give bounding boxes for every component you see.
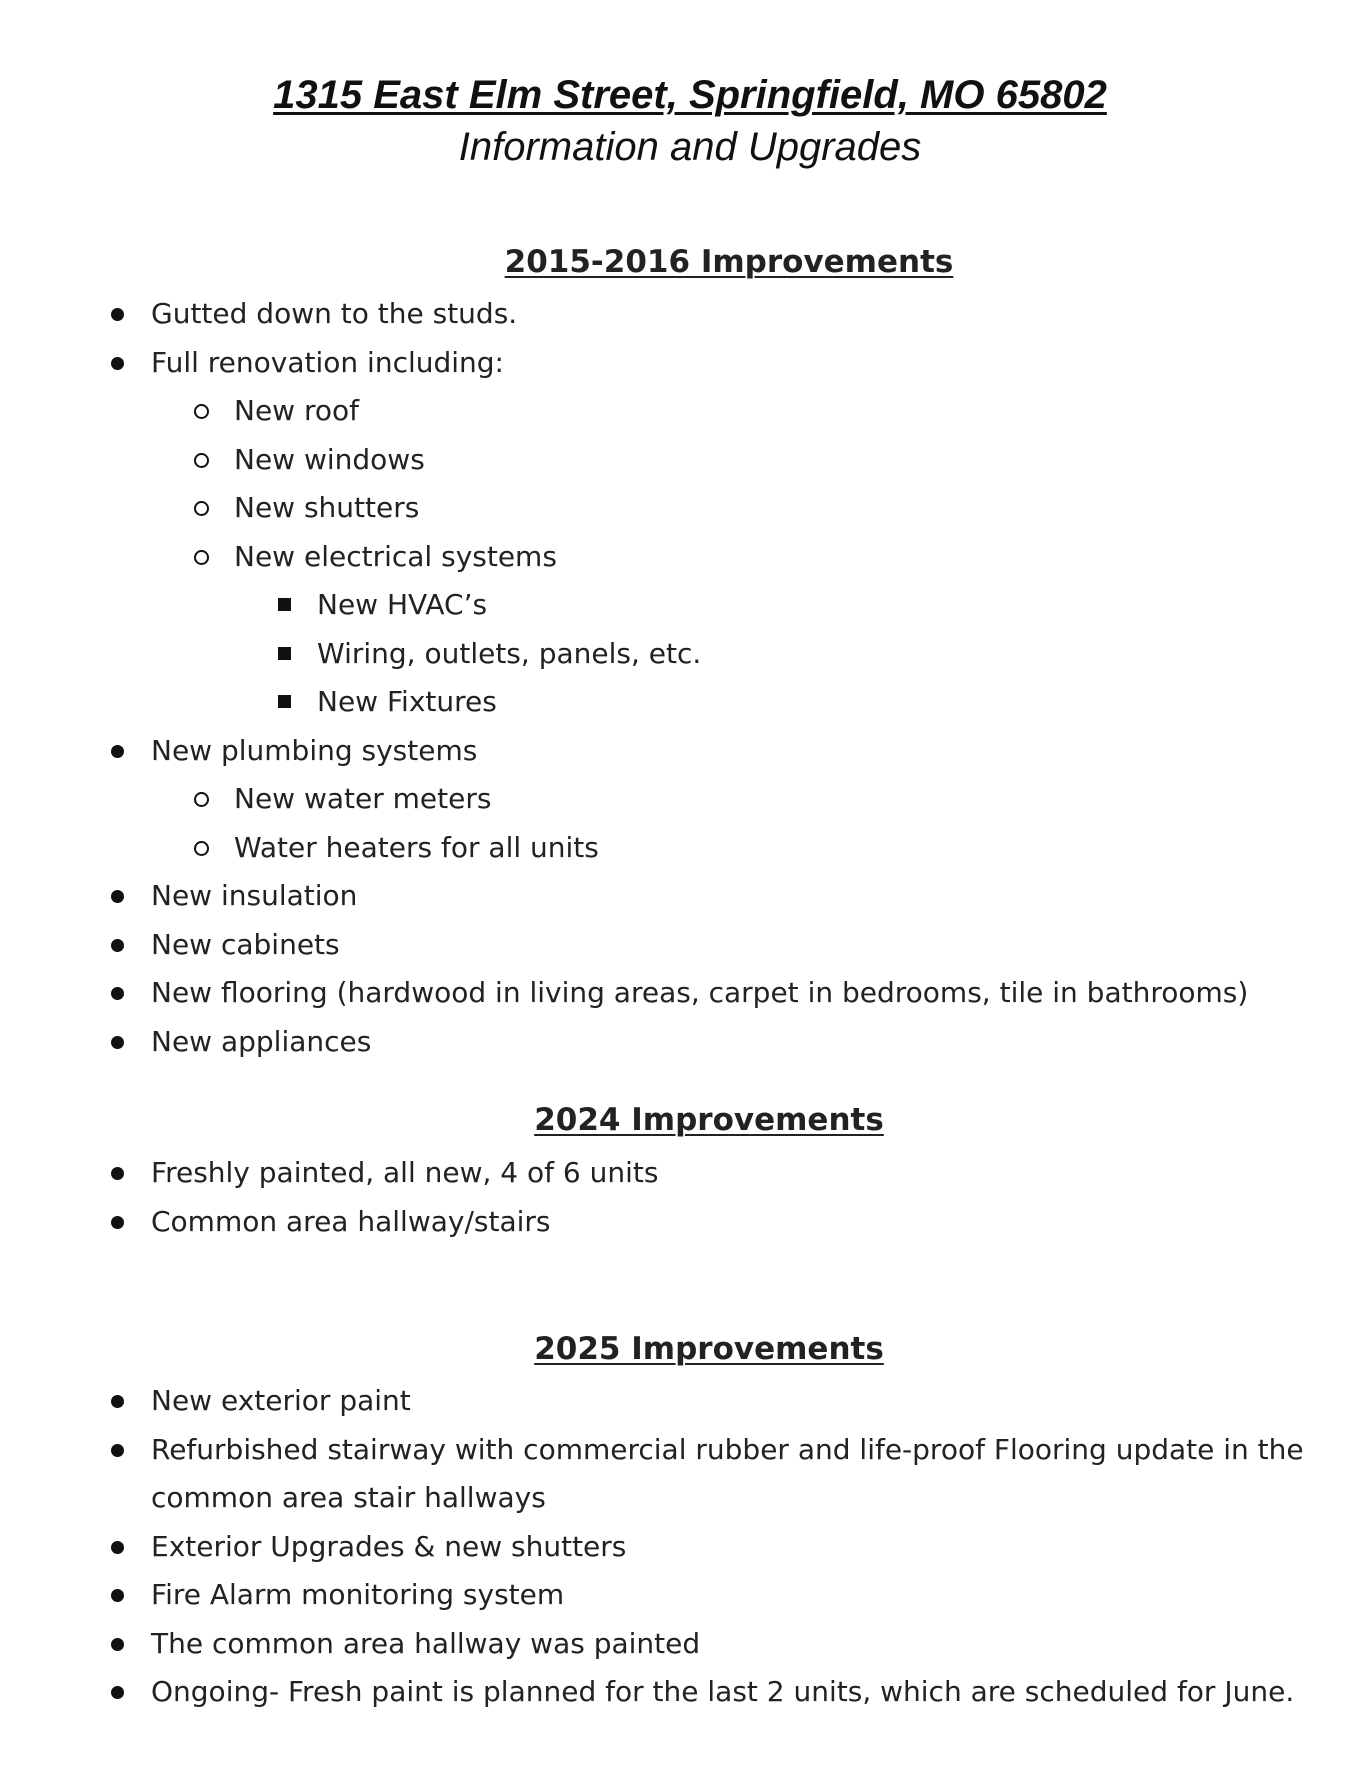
square-bullet-icon [278, 647, 291, 660]
section-heading-2024: 2024 Improvements [534, 1102, 884, 1138]
hollow-circle-bullet-icon [194, 501, 209, 516]
hollow-circle-bullet-icon [194, 841, 209, 856]
list-item: New exterior paint [0, 1377, 1355, 1426]
list-item: Ongoing- Fresh paint is planned for the last 2 units, which are scheduled for June. [0, 1668, 1355, 1717]
list-item: New windows [0, 436, 1355, 485]
document-title: 1315 East Elm Street, Springfield, MO 65802 [273, 73, 1107, 117]
list-item: Common area hallway/stairs [0, 1198, 1355, 1247]
hollow-circle-bullet-icon [194, 792, 209, 807]
list-item: The common area hallway was painted [0, 1620, 1355, 1669]
filled-circle-bullet-icon [111, 1167, 124, 1180]
improvements-list-2024 [0, 1149, 1355, 1246]
list-item: Gutted down to the studs. [0, 290, 1355, 339]
section-heading-2015-2016: 2015-2016 Improvements [504, 244, 954, 280]
list-item: Exterior Upgrades & new shutters [0, 1523, 1355, 1572]
list-item: New insulation [0, 872, 1355, 921]
filled-circle-bullet-icon [111, 1638, 124, 1651]
filled-circle-bullet-icon [111, 890, 124, 903]
list-item: New cabinets [0, 921, 1355, 970]
filled-circle-bullet-icon [111, 1036, 124, 1049]
filled-circle-bullet-icon [111, 1541, 124, 1554]
list-item: New Fixtures [0, 678, 1355, 727]
list-item: Full renovation including: [0, 339, 1355, 388]
filled-circle-bullet-icon [111, 939, 124, 952]
list-item: Fire Alarm monitoring system [0, 1571, 1355, 1620]
hollow-circle-bullet-icon [194, 550, 209, 565]
square-bullet-icon [278, 598, 291, 611]
filled-circle-bullet-icon [111, 308, 124, 321]
list-item: New shutters [0, 484, 1355, 533]
filled-circle-bullet-icon [111, 1686, 124, 1699]
hollow-circle-bullet-icon [194, 453, 209, 468]
hollow-circle-bullet-icon [194, 404, 209, 419]
list-item: New plumbing systems [0, 727, 1355, 776]
square-bullet-icon [278, 695, 291, 708]
list-item: Refurbished stairway with commercial rubber and life-proof Flooring update in the common area stair hallways [0, 1426, 1355, 1523]
list-item: New flooring (hardwood in living areas, carpet in bedrooms, tile in bathrooms) [0, 969, 1355, 1018]
filled-circle-bullet-icon [111, 1395, 124, 1408]
list-item: Wiring, outlets, panels, etc. [0, 630, 1355, 679]
list-item: Freshly painted, all new, 4 of 6 units [0, 1149, 1355, 1198]
list-item: Water heaters for all units [0, 824, 1355, 873]
filled-circle-bullet-icon [111, 357, 124, 370]
document-subtitle: Information and Upgrades [458, 125, 922, 169]
list-item: New HVAC’s [0, 581, 1355, 630]
filled-circle-bullet-icon [111, 1589, 124, 1602]
list-item: New water meters [0, 775, 1355, 824]
list-item: New roof [0, 387, 1355, 436]
section-heading-2025: 2025 Improvements [534, 1331, 884, 1367]
filled-circle-bullet-icon [111, 987, 124, 1000]
list-item: New appliances [0, 1018, 1355, 1067]
filled-circle-bullet-icon [111, 1216, 124, 1229]
improvements-list-2025 [0, 1377, 1355, 1717]
filled-circle-bullet-icon [111, 1444, 124, 1457]
list-item: New electrical systems [0, 533, 1355, 582]
improvements-list-2015-2016 [0, 290, 1355, 1066]
filled-circle-bullet-icon [111, 745, 124, 758]
